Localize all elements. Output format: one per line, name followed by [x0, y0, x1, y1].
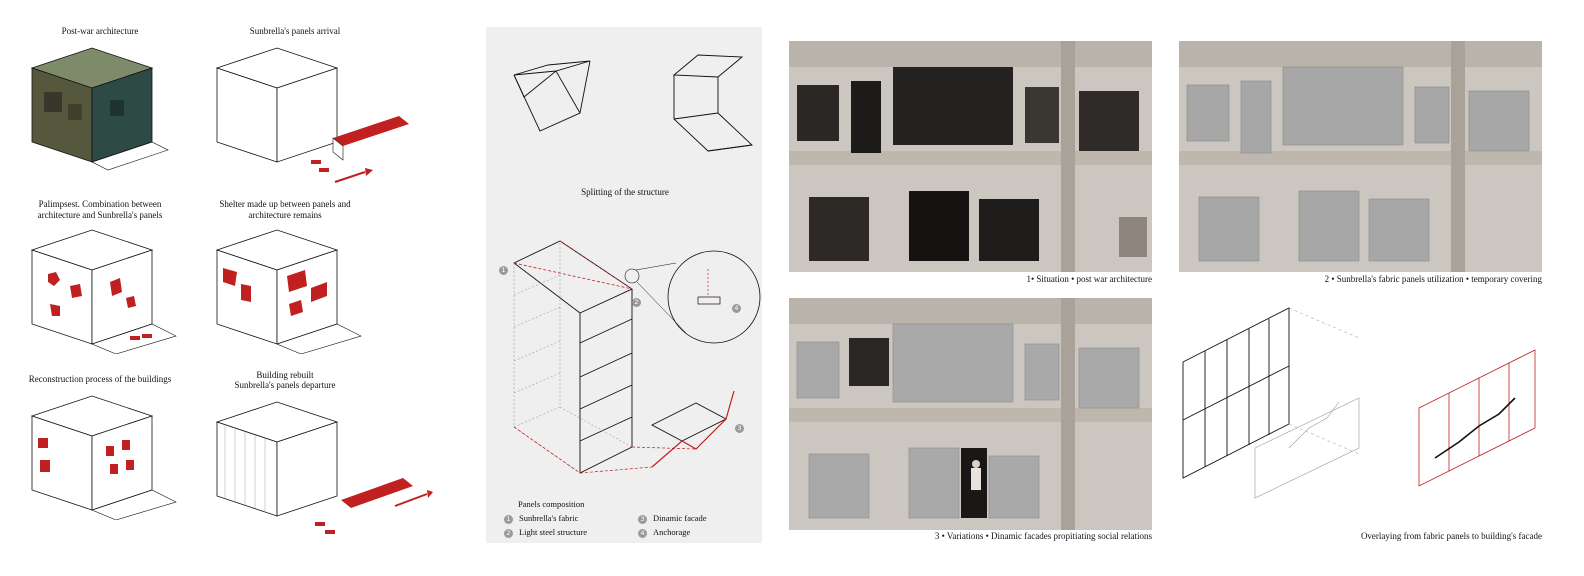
- legend-item-facade: [638, 511, 707, 525]
- caption-photo-situation: 1• Situation • post war architecture: [1026, 274, 1152, 284]
- caption-reconstruction: Reconstruction process of the buildings: [28, 374, 172, 384]
- cube-panels-arrival: [215, 42, 425, 192]
- caption-shelter-2: architecture remains: [248, 210, 322, 220]
- caption-post-war: Post-war architecture: [61, 26, 139, 36]
- caption-shelter: Shelter made up between panels and: [219, 199, 351, 209]
- legend-title: Panels composition: [518, 499, 585, 509]
- splitting-caption: Splitting of the structure: [581, 187, 669, 197]
- marker-4: 4: [732, 304, 741, 313]
- marker-2: 2: [632, 298, 641, 307]
- caption-palimpsest-2: architecture and Sunbrella's panels: [37, 210, 163, 220]
- overlay-diagram: [1179, 298, 1542, 528]
- cube-palimpsest: [30, 224, 180, 354]
- cube-post-war: [30, 42, 170, 172]
- legend-item-fabric: [504, 511, 578, 525]
- cube-rebuilt: [215, 396, 435, 546]
- photo-variations: [789, 298, 1152, 530]
- legend-label-2: Light steel structure: [519, 527, 587, 537]
- marker-1: 1: [499, 266, 508, 275]
- photo-utilization: [1179, 41, 1542, 272]
- caption-overlay: Overlaying from fabric panels to building's facade: [1360, 531, 1542, 541]
- caption-palimpsest: Palimpsest. Combination between: [38, 199, 162, 209]
- cube-shelter: [215, 224, 365, 354]
- caption-panels-arrival: Sunbrella's panels arrival: [249, 26, 341, 36]
- caption-photo-variations: 3 • Variations • Dinamic facades propitiating social relations: [934, 531, 1152, 541]
- legend-label-4: Anchorage: [653, 527, 691, 537]
- legend-item-anchorage: [638, 525, 690, 539]
- caption-panels-departure: Sunbrella's panels departure: [234, 380, 336, 390]
- legend-item-structure: [504, 525, 587, 539]
- legend-num-2: 2: [504, 529, 513, 538]
- legend-label-1: Sunbrella's fabric: [519, 513, 579, 523]
- cube-reconstruction: [30, 390, 180, 520]
- structure-diagram: [486, 27, 762, 497]
- caption-photo-utilization: 2 • Sunbrella's fabric panels utilization • temporary covering: [1324, 274, 1542, 284]
- legend-num-1: 1: [504, 515, 513, 524]
- photo-situation: [789, 41, 1152, 272]
- legend-label-3: Dinamic facade: [653, 513, 707, 523]
- marker-3: 3: [735, 424, 744, 433]
- legend-num-3: 3: [638, 515, 647, 524]
- caption-building-rebuilt: Building rebuilt: [256, 370, 314, 380]
- legend-num-4: 4: [638, 529, 647, 538]
